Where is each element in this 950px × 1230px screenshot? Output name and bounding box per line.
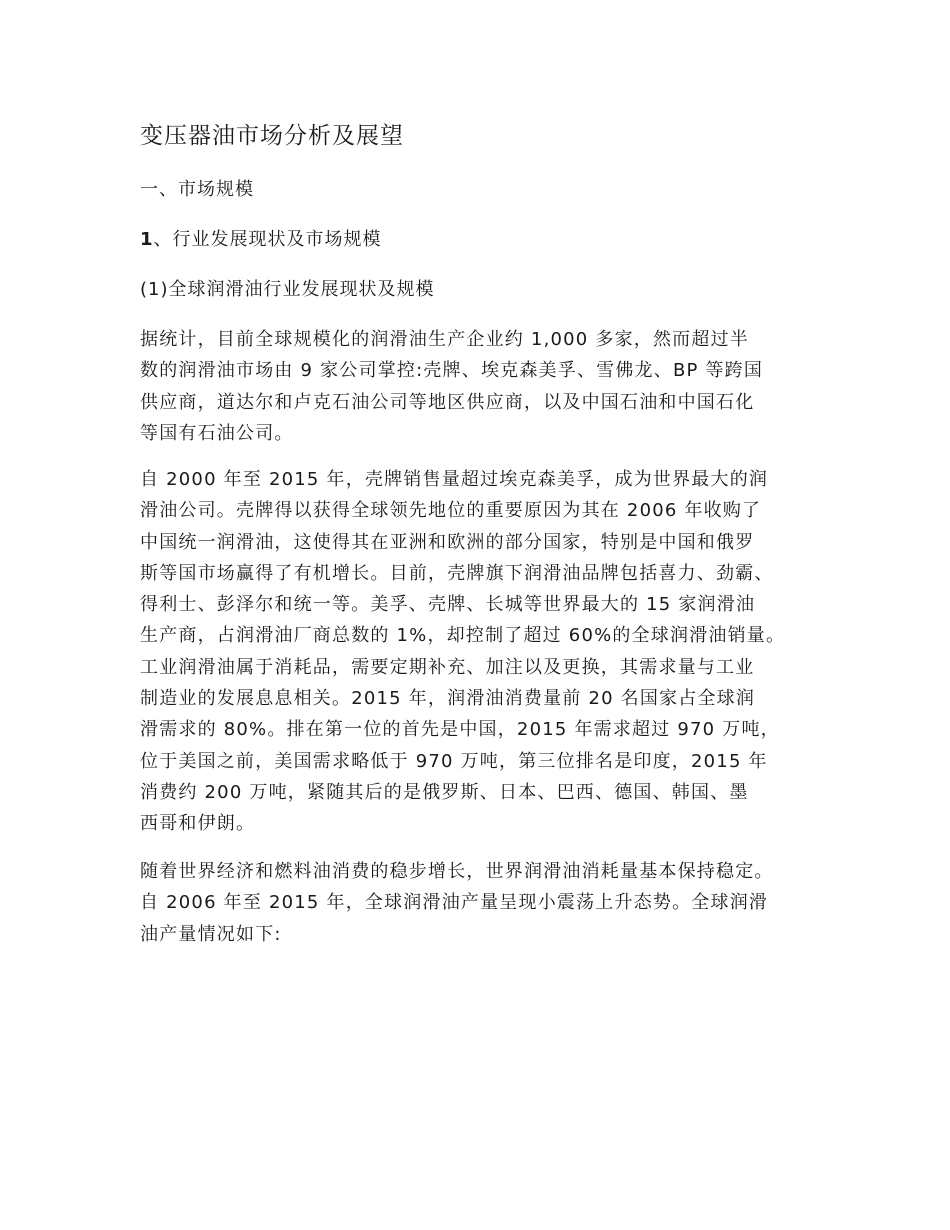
paragraph-line: 工业润滑油属于消耗品，需要定期补充、加注以及更换，其需求量与工业: [140, 656, 755, 678]
paragraph-line: 制造业的发展息息相关。2015 年，润滑油消费量前 20 名国家占全球润: [140, 688, 756, 710]
paragraph-line: 中国统一润滑油，这使得其在亚洲和欧洲的部分国家，特别是中国和俄罗: [140, 531, 755, 553]
subsection-number: 1: [140, 229, 154, 250]
paragraph-line: 斯等国市场赢得了有机增长。目前，壳牌旗下润滑油品牌包括喜力、劲霸、: [140, 562, 774, 584]
paragraph-1: [140, 324, 830, 449]
subsection-heading: [140, 226, 382, 254]
paragraph-line: 自 2006 年至 2015 年，全球润滑油产量呈现小震荡上升态势。全球润滑: [140, 892, 769, 914]
paragraph-2: [140, 464, 830, 840]
paragraph-line: 生产商，占润滑油厂商总数的 1%，却控制了超过 60%的全球润滑油销量。: [140, 625, 786, 647]
paragraph-line: 消费约 200 万吨，紧随其后的是俄罗斯、日本、巴西、德国、韩国、墨: [140, 781, 749, 803]
paragraph-line: 自 2000 年至 2015 年，壳牌销售量超过埃克森美孚，成为世界最大的润: [140, 469, 769, 490]
paragraph-line: 数的润滑油市场由 9 家公司掌控:壳牌、埃克森美孚、雪佛龙、BP 等跨国: [140, 360, 764, 382]
paragraph-line: 得利士、彭泽尔和统一等。美孚、壳牌、长城等世界最大的 15 家润滑油: [140, 594, 756, 616]
paragraph-line: 位于美国之前，美国需求略低于 970 万吨，第三位排名是印度，2015 年: [140, 750, 768, 772]
paragraph-line: 随着世界经济和燃料油消费的稳步增长，世界润滑油消耗量基本保持稳定。: [140, 861, 774, 882]
paragraph-line: 供应商，道达尔和卢克石油公司等地区供应商，以及中国石油和中国石化: [140, 391, 755, 413]
paragraph-line: 油产量情况如下:: [140, 923, 282, 945]
document-title: 变压器油市场分析及展望: [140, 123, 404, 149]
section-heading: 一、市场规模: [140, 179, 254, 200]
sub-subsection-heading: (1)全球润滑油行业发展现状及规模: [140, 279, 435, 300]
paragraph-line: 等国有石油公司。: [140, 422, 294, 444]
paragraph-line: 据统计，目前全球规模化的润滑油生产企业约 1,000 多家，然而超过半: [140, 329, 749, 350]
paragraph-3: [140, 856, 830, 950]
paragraph-line: 西哥和伊朗。: [140, 813, 256, 835]
paragraph-line: 滑油公司。壳牌得以获得全球领先地位的重要原因为其在 2006 年收购了: [140, 500, 762, 522]
paragraph-line: 滑需求的 80%。排在第一位的首先是中国，2015 年需求超过 970 万吨，: [140, 719, 780, 741]
subsection-title: 、行业发展现状及市场规模: [153, 229, 382, 250]
